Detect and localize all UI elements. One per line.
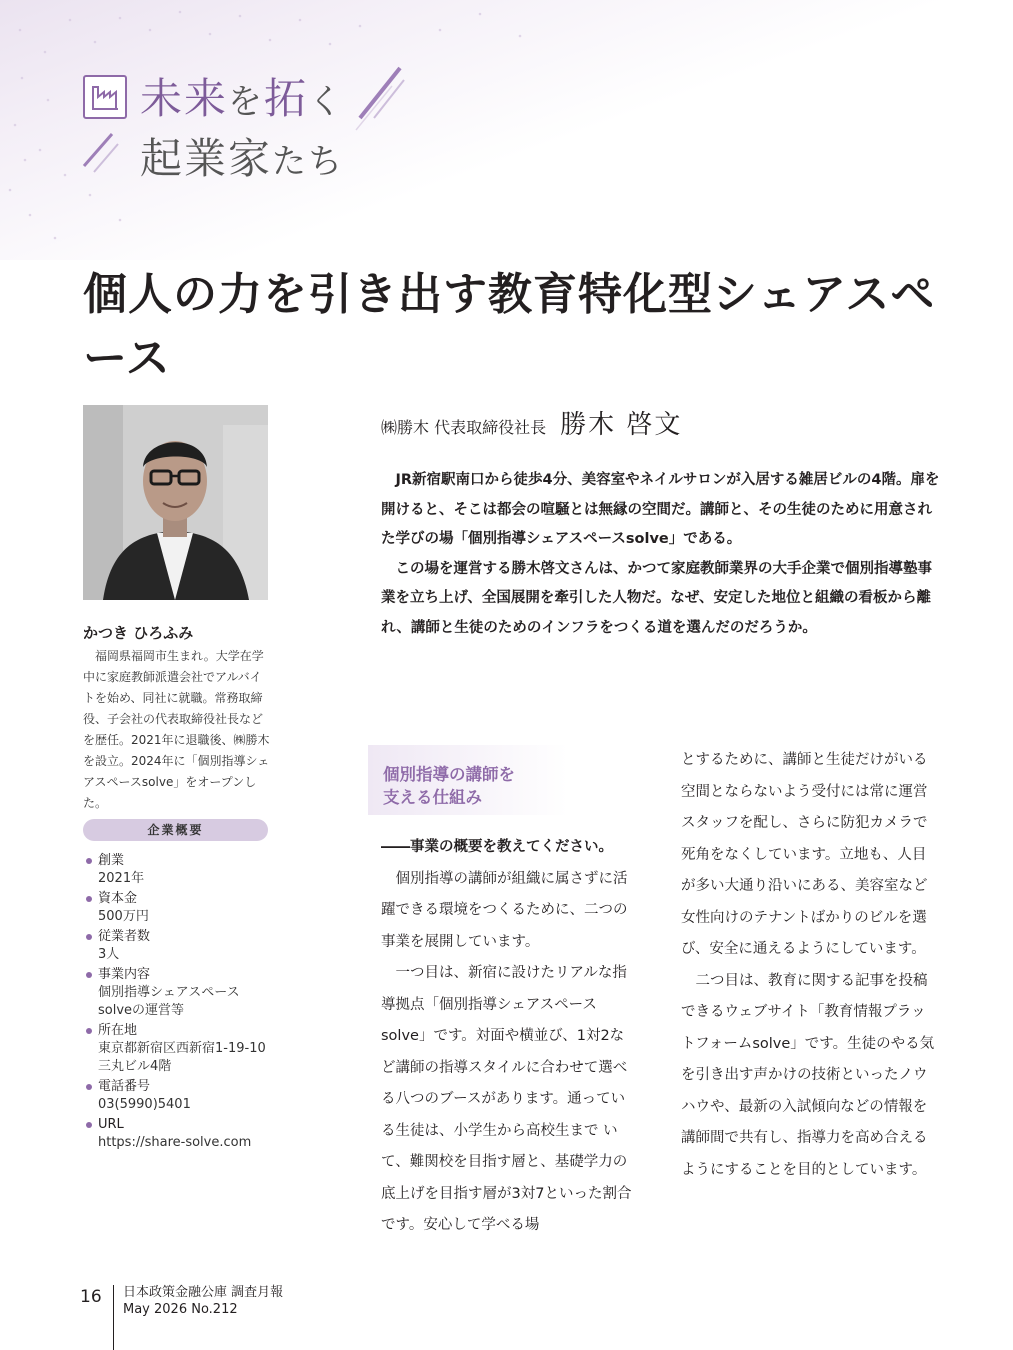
company-overview-list [83, 852, 283, 1154]
body-paragraph-continued: とするために、講師と生徒だけがいる空間とならないよう受付には常に運営スタッフを配し、さらに防犯カメラで死角をなくしています。立地も、人目が多い大通り沿いにある、美容室など女性向けのテナントばかりのビルを選び、安全に通えるようにしています。 [681, 752, 928, 957]
body-column-1 [381, 832, 636, 1242]
lead-paragraph: JR新宿駅南口から徒歩4分、美容室やネイルサロンが入居する雑居ビルの4階。扉を開けると、そこは都会の喧騒とは無縁の空間だ。講師と、その生徒のために用意された学びの場「個別指導シェアスペースsolve」である。 [381, 472, 940, 547]
factory-icon [83, 75, 127, 119]
journal-info [123, 1284, 283, 1318]
company-overview-label: 企業概要 [83, 819, 268, 841]
article-headline: 個人の力を引き出す教育特化型シェアスペース [83, 269, 936, 384]
decorative-slashes-right [352, 60, 412, 140]
overview-item-url: URL https://share-solve.com [83, 1116, 283, 1152]
interview-question: ――事業の概要を教えてください。 [381, 839, 613, 855]
body-paragraph: 個別指導の講師が組織に属さずに活躍できる環境をつくるために、二つの事業を展開しています。 [381, 870, 628, 950]
overview-item: 資本金 500万円 [83, 890, 283, 926]
byline-organization: ㈱勝木 代表取締役社長 [381, 418, 547, 437]
journal-name: 日本政策金融公庫 調査月報 [123, 1285, 284, 1300]
overview-item: 電話番号 03(5990)5401 [83, 1078, 283, 1114]
lead-paragraph: この場を運営する勝木啓文さんは、かつて家庭教師業界の大手企業で個別指導塾事業を立ち上げ、全国展開を牽引した人物だ。なぜ、安定した地位と組織の看板から離れ、講師と生徒のためのインフラをつくる道を選んだのだろうか。 [381, 560, 932, 636]
footer-divider [113, 1285, 114, 1350]
series-title-line1: 未来を拓く [140, 74, 345, 123]
byline-person: 勝木 啓文 [560, 410, 683, 440]
body-column-2 [681, 745, 936, 1186]
body-paragraph: 二つ目は、教育に関する記事を投稿できるウェブサイト「教育情報プラットフォームsolve」です。生徒のやる気を引き出す声かけの技術といったノウハウや、最新の入試傾向などの情報を講師間で共有し、指導力を高め合えるようにすることを目的としています。 [681, 972, 935, 1178]
byline [381, 404, 682, 441]
overview-item: 所在地 東京都新宿区西新宿1-19-10 三丸ビル4階 [83, 1022, 283, 1076]
profile-name-reading: かつき ひろふみ [83, 624, 194, 642]
overview-item: 従業者数 3人 [83, 928, 283, 964]
decorative-slashes-left [78, 128, 128, 178]
page-number: 16 [80, 1287, 102, 1307]
portrait-photo [83, 405, 268, 600]
article-lead [381, 466, 941, 643]
profile-bio: 福岡県福岡市生まれ。大学在学中に家庭教師派遣会社でアルバイトを始め、同社に就職。常務取締役、子会社の代表取締役社長などを歴任。2021年に退職後、㈱勝木を設立。2024年に「個別指導シェアスペースsolve」をオープンした。 [83, 649, 270, 810]
series-title-line2: 起業家たち [140, 134, 345, 183]
overview-item: 事業内容 個別指導シェアスペース solveの運営等 [83, 966, 283, 1020]
overview-item: 創業 2021年 [83, 852, 283, 888]
body-paragraph: 一つ目は、新宿に設けたリアルな指導拠点「個別指導シェアスペースsolve」です。対面や横並び、1対2など講師の指導スタイルに合わせて選べる八つのブースがあります。通っている生徒は、小学生から高校生まで いて、難関校を目指す層と、基礎学力の底上げを目指す層が3対7といった割合です。安心して学べる場 [381, 965, 632, 1233]
journal-issue: May 2026 No.212 [123, 1302, 238, 1317]
section-title: 個別指導の講師を 支える仕組み [383, 765, 515, 807]
